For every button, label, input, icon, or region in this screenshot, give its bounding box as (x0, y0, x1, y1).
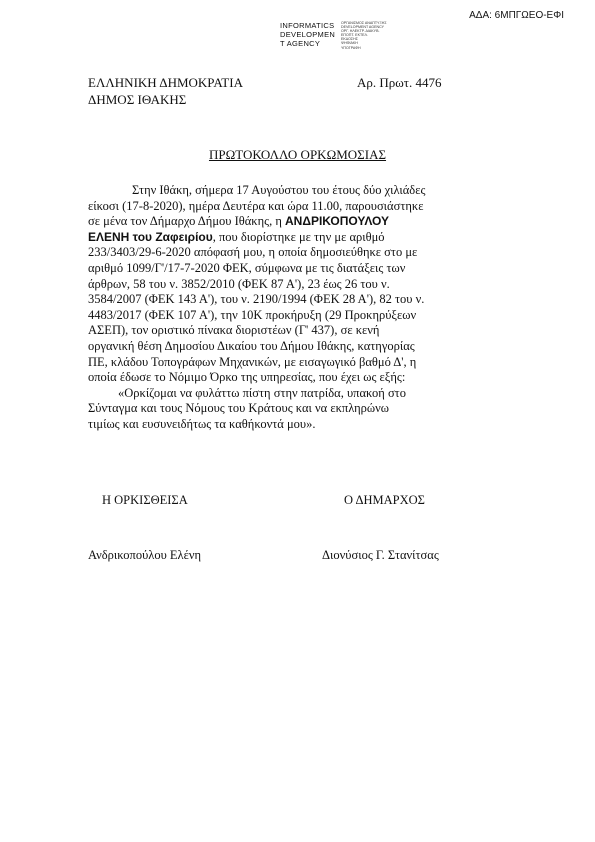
logo-small-line: ΕΚΔΟΣΗΣ (341, 37, 358, 42)
body-text (88, 183, 488, 433)
body-line (88, 214, 488, 230)
body-text-segment: σε μένα τον Δήμαρχο Δήμου Ιθάκης, η (88, 214, 286, 229)
municipality-header: ΔΗΜΟΣ ΙΘΑΚΗΣ (88, 92, 187, 107)
body-line (88, 230, 488, 246)
logo-small-line: ΥΠΟΓΡΑΦΗ (341, 45, 361, 50)
agency-logo (280, 21, 335, 48)
oath-line: τιμίως και ευσυνειδήτως τα καθήκοντά μου». (88, 416, 316, 431)
logo-small-line: ΕΠΟΠΤ. ΕΚΤΕΛ. (341, 33, 368, 38)
protocol-number: Αρ. Πρωτ. 4476 (357, 75, 442, 90)
document-title: ΠΡΩΤΟΚΟΛΛΟ ΟΡΚΩΜΟΣΙΑΣ (208, 147, 387, 162)
body-line: Στην Ιθάκη, σήμερα 17 Αυγούστου του έτους δύο χιλιάδες (132, 183, 426, 197)
body-line: οποία έδωσε το Νόμιμο Όρκο της υπηρεσίας, που έχει ως εξής: (88, 370, 406, 385)
person-name: ΕΛΕΝΗ του Ζαφειρίου (88, 229, 213, 244)
mayor-role: Ο ΔΗΜΑΡΧΟΣ (344, 493, 425, 507)
logo-small-line: DEVELOPMENT AGENCY (341, 25, 385, 30)
body-line: 233/3403/29-6-2020 απόφασή μου, η οποία δημοσιεύθηκε στο με (88, 245, 418, 260)
body-text-segment: , που διορίστηκε με την με αριθμό (212, 229, 385, 244)
body-line: είκοσι (17-8-2020), ημέρα Δευτέρα και ώρα 11.00, παρουσιάστηκε (88, 198, 424, 213)
body-line: 4483/2017 (ΦΕΚ 107 Α'), την 10Κ προκήρυξη (29 Προκηρύξεων (88, 307, 417, 322)
ada-code: ΑΔΑ: 6ΜΠΓΩΕΟ-ΕΦΙ (469, 10, 564, 21)
mayor-name: Διονύσιος Γ. Στανίτσας (322, 548, 439, 562)
sworn-name: Ανδρικοπούλου Ελένη (88, 548, 202, 562)
republic-header: ΕΛΛΗΝΙΚΗ ΔΗΜΟΚΡΑΤΙΑ (88, 75, 243, 90)
logo-small-text (341, 21, 387, 50)
body-line: αριθμό 1099/Γ'/17-7-2020 ΦΕΚ, σύμφωνα με τις διατάξεις των (88, 260, 406, 275)
logo-small-line: ΟΡΓΑΝΙΣΜΟΣ ΑΝΑΠΤΥΞΗΣ (341, 21, 387, 25)
body-line: άρθρων, 58 του ν. 3852/2010 (ΦΕΚ 87 Α'), 23 έως 26 του ν. (88, 276, 390, 291)
body-line: ΑΣΕΠ), τον οριστικό πίνακα διοριστέων (Γ' 437), σε κενή (88, 323, 380, 338)
oath-line: «Ορκίζομαι να φυλάττω πίστη στην πατρίδα, υπακοή στο (118, 385, 406, 400)
logo-line: DEVELOPMEN (280, 30, 336, 39)
logo-small-line: ΨΗΦΙΑΚΗ (341, 41, 358, 46)
logo-small-line: ΟΡΓ. ΗΛΕΚΤΡ. ΔΙΑΚΥΒ. (341, 29, 380, 34)
body-line: 3584/2007 (ΦΕΚ 143 Α'), του ν. 2190/1994 (ΦΕΚ 28 Α'), 82 του ν. (88, 292, 425, 307)
person-surname: ΑΝΔΡΙΚΟΠΟΥΛΟΥ (285, 214, 390, 229)
logo-line: INFORMATICS (280, 21, 335, 30)
logo-line: T AGENCY (280, 39, 321, 48)
body-line: οργανική θέση Δημοσίου Δικαίου του Δήμου Ιθάκης, κατηγορίας (88, 338, 415, 353)
body-line: ΠΕ, κλάδου Τοπογράφων Μηχανικών, με εισαγωγικό βαθμό Δ', η (88, 354, 417, 369)
oath-line: Σύνταγμα και τους Νόμους του Κράτους και να εκπληρώνω (88, 401, 390, 416)
sworn-role: Η ΟΡΚΙΣΘΕΙΣΑ (102, 493, 188, 507)
